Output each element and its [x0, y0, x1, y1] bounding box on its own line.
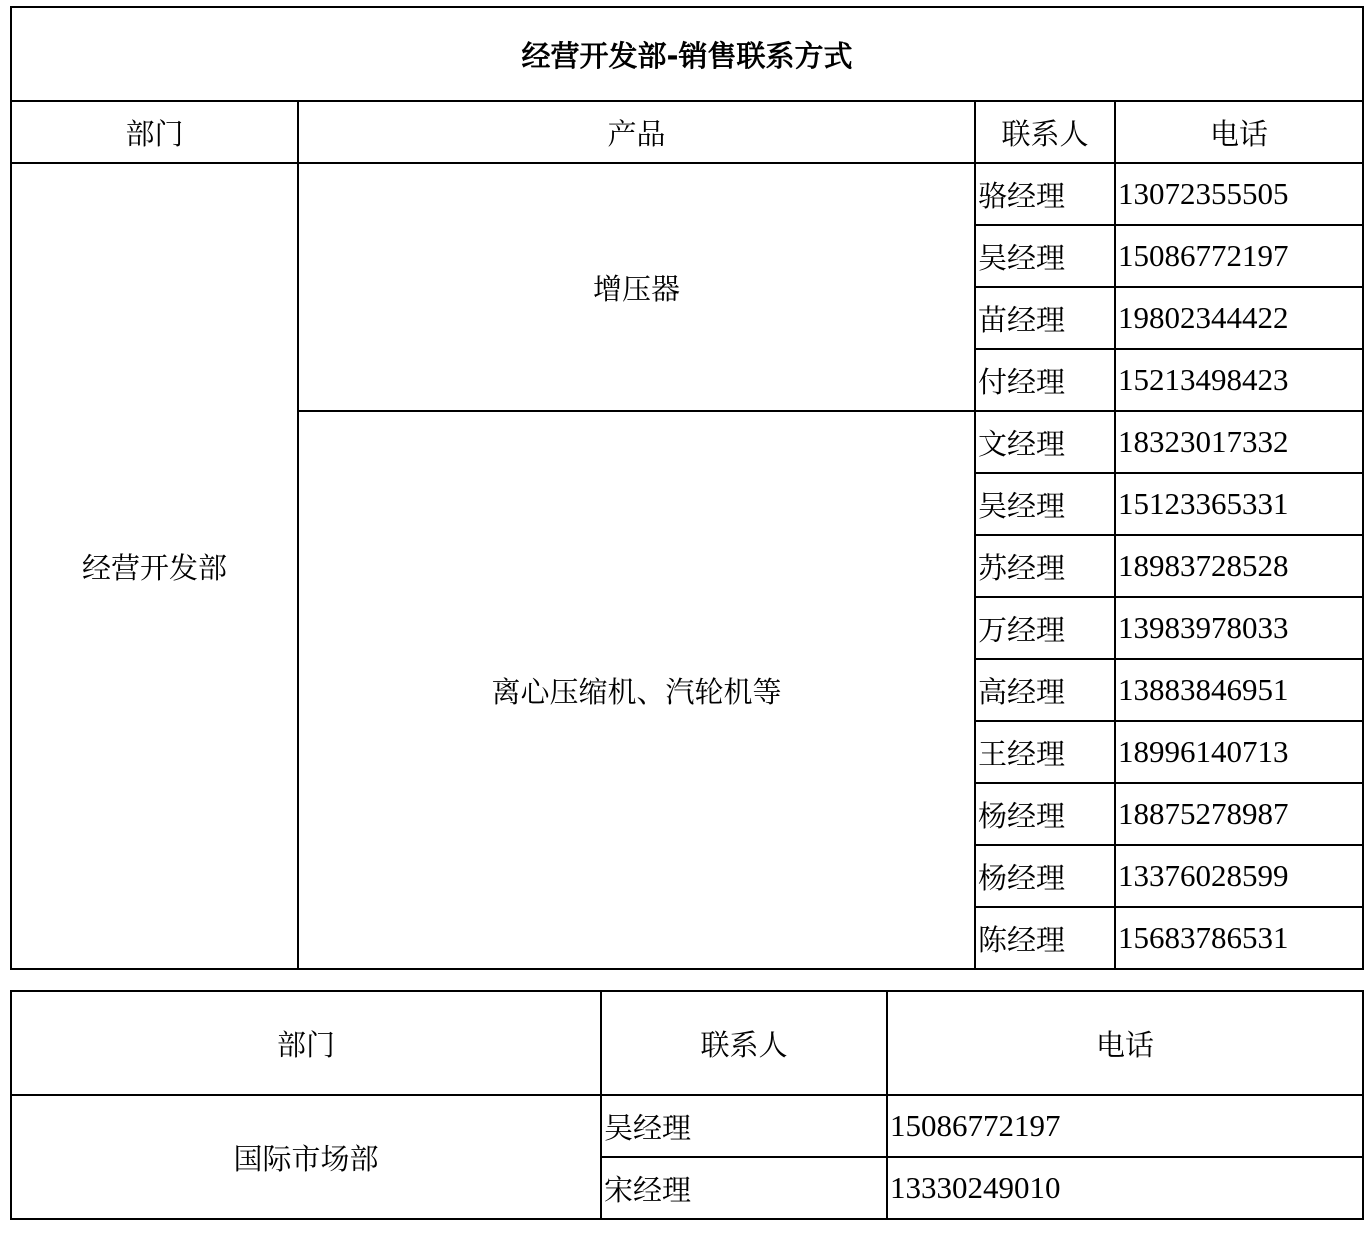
contact-phone: 15123365331 [1115, 473, 1363, 535]
contact-name: 陈经理 [975, 907, 1115, 969]
contact-name: 吴经理 [975, 473, 1115, 535]
table-row [11, 1095, 1363, 1157]
header-phone: 电话 [887, 991, 1363, 1095]
contact-phone: 13883846951 [1115, 659, 1363, 721]
contact-name: 苏经理 [975, 535, 1115, 597]
header-department: 部门 [11, 101, 298, 163]
contact-phone: 18996140713 [1115, 721, 1363, 783]
contact-name: 吴经理 [975, 225, 1115, 287]
international-contact-table [10, 990, 1364, 1220]
header-contact: 联系人 [601, 991, 887, 1095]
contact-phone: 13072355505 [1115, 163, 1363, 225]
header-contact: 联系人 [975, 101, 1115, 163]
contact-name: 万经理 [975, 597, 1115, 659]
table-header-row [11, 991, 1363, 1095]
department-cell: 经营开发部 [11, 163, 298, 969]
product-cell: 增压器 [298, 163, 975, 411]
table-row [11, 163, 1363, 225]
contact-name: 骆经理 [975, 163, 1115, 225]
contact-phone: 15213498423 [1115, 349, 1363, 411]
contact-name: 杨经理 [975, 845, 1115, 907]
contact-phone: 15086772197 [887, 1095, 1363, 1157]
contact-name: 王经理 [975, 721, 1115, 783]
contact-name: 宋经理 [601, 1157, 887, 1219]
department-cell: 国际市场部 [11, 1095, 601, 1219]
sales-contact-table [10, 6, 1364, 970]
table-title-row [11, 7, 1363, 101]
contact-phone: 18323017332 [1115, 411, 1363, 473]
header-phone: 电话 [1115, 101, 1363, 163]
international-contact-table-body [11, 991, 1363, 1219]
contact-name: 苗经理 [975, 287, 1115, 349]
contact-phone: 13376028599 [1115, 845, 1363, 907]
contact-name: 杨经理 [975, 783, 1115, 845]
header-department: 部门 [11, 991, 601, 1095]
contact-phone: 18983728528 [1115, 535, 1363, 597]
contact-name: 付经理 [975, 349, 1115, 411]
header-product: 产品 [298, 101, 975, 163]
sales-contact-table-body [11, 7, 1363, 969]
contact-phone: 15086772197 [1115, 225, 1363, 287]
contact-phone: 13330249010 [887, 1157, 1363, 1219]
contact-phone: 19802344422 [1115, 287, 1363, 349]
contact-phone: 15683786531 [1115, 907, 1363, 969]
contact-phone: 13983978033 [1115, 597, 1363, 659]
contact-phone: 18875278987 [1115, 783, 1363, 845]
product-cell: 离心压缩机、汽轮机等 [298, 411, 975, 969]
table-header-row [11, 101, 1363, 163]
contact-name: 文经理 [975, 411, 1115, 473]
table-title: 经营开发部-销售联系方式 [11, 7, 1363, 101]
contact-name: 吴经理 [601, 1095, 887, 1157]
contact-name: 高经理 [975, 659, 1115, 721]
